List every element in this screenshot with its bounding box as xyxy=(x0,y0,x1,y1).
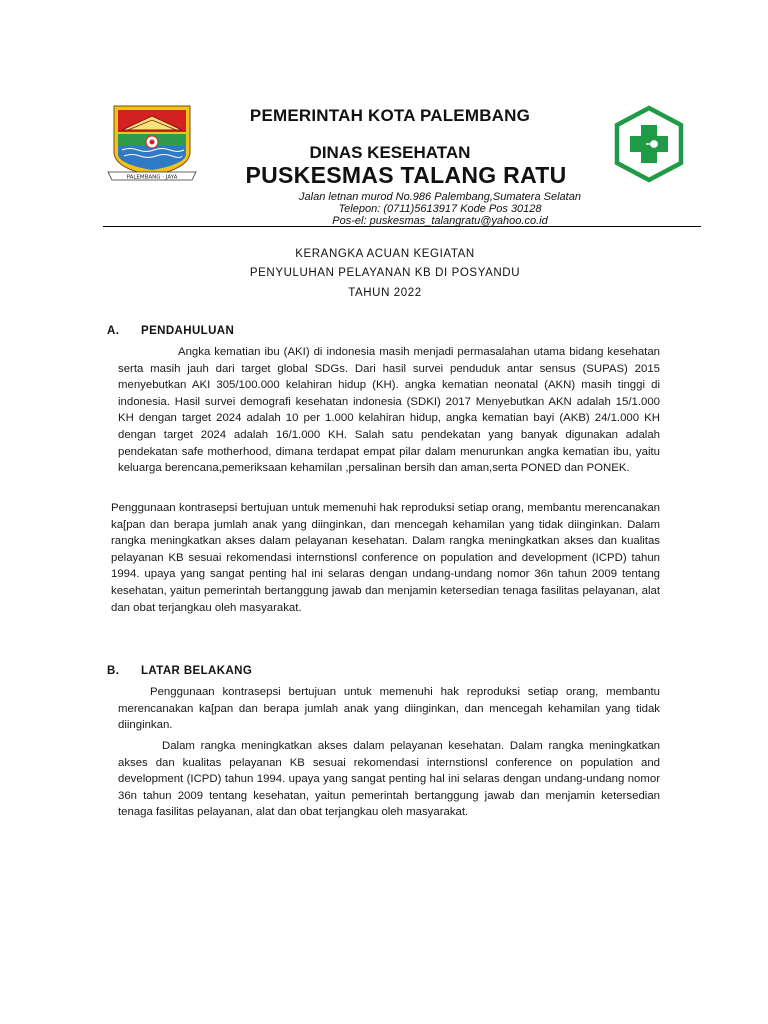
puskesmas-cross-logo xyxy=(610,105,688,183)
letterhead-institution: PUSKESMAS TALANG RATU xyxy=(245,162,567,188)
section-b-title: LATAR BELAKANG xyxy=(141,665,253,677)
section-a-title: PENDAHULUAN xyxy=(141,325,235,337)
letterhead-address xyxy=(200,191,680,227)
address-street: Jalan letnan murod No.986 Palembang,Sumatera Selatan xyxy=(299,191,581,203)
address-email: Pos-el: puskesmas_talangratu@yahoo.co.id xyxy=(332,215,548,227)
svg-text:PALEMBANG · JAYA: PALEMBANG · JAYA xyxy=(126,174,178,181)
letterhead-divider xyxy=(103,226,701,227)
letterhead-department: DINAS KESEHATAN xyxy=(309,143,471,162)
section-a-number: A. xyxy=(107,325,120,337)
document-title-line3: TAHUN 2022 xyxy=(348,287,422,299)
section-b-paragraph-2: Dalam rangka meningkatkan akses dalam pelayanan kesehatan. Dalam rangka meningkatkan akses dan kualitas pelayanan KB sesuai rekomendasi internstionsl conference on population and development (ICPD) tahun 1994. upaya yang sangat penting hal ini selaras dengan undang-undang nomor 36n tahun 2009 tentang kesehatan, yaitun pemerintah bertanggung jawab dan menjamin ketersedian tenaga fasilitas pelayanan, alat dan obat terjangkau oleh masyarakat. xyxy=(118,740,660,819)
address-phone: Telepon: (0711)5613917 Kode Pos 30128 xyxy=(338,203,542,215)
document-title-line1: KERANGKA ACUAN KEGIATAN xyxy=(295,248,475,260)
section-b-number: B. xyxy=(107,665,120,677)
section-b-paragraph-1: Penggunaan kontrasepsi bertujuan untuk memenuhi hak reproduksi setiap orang, membantu merencanakan ka[pan dan berapa jumlah anak yang diinginkan, dan mencegah kehamilan yang tidak diinginkan. xyxy=(118,686,660,732)
letterhead-government: PEMERINTAH KOTA PALEMBANG xyxy=(249,106,531,125)
section-b-heading xyxy=(107,665,252,677)
document-title-line2: PENYULUHAN PELAYANAN KB DI POSYANDU xyxy=(249,267,521,279)
section-a-paragraph-1: Angka kematian ibu (AKI) di indonesia masih menjadi permasalahan utama bidang kesehatan serta masih jauh dari target global SDGs. Dari hasil survei penduduk antar sensus (SUPAS) 2015 menyebutkan AKI 305/100.000 kelahiran hidup (KH). angka kematian neonatal (AKN) masih tinggi di indonesia. Hasil survei demografi kesehatan indonesia (SDKI) 2017 Menyebutkan AKN adalah 15/1.000 KH dengan target 2024 adalah 10 per 1.000 kelahiran hidup, angka kematian bayi (AKB) 24/1.000 KH dengan target 2024 adalah 16/1.000 KH. Salah satu pendekatan yang banyak digunakan adalah pendekatan safe motherhood, dimana terdapat empat pilar dalam menurunkan angka kematian ibu, yaitu keluarga berencana,pemeriksaan kehamilan ,persalinan bersih dan aman,serta PONED dan PONEK. xyxy=(118,346,660,475)
section-a-heading xyxy=(107,325,234,337)
palembang-emblem-logo xyxy=(104,102,200,184)
section-a-paragraph-2: Penggunaan kontrasepsi bertujuan untuk memenuhi hak reproduksi setiap orang, membantu merencanakan ka[pan dan berapa jumlah anak yang diinginkan, dan mencegah kehamilan yang tidak diinginkan. Dalam rangka meningkatkan akses dalam pelayanan kesehatan. Dalam rangka meningkatkan akses dan kualitas pelayanan KB sesuai rekomendasi internstionsl conference on population and development (ICPD) tahun 1994. upaya yang sangat penting hal ini selaras dengan undang-undang nomor 36n tahun 2009 tentang kesehatan, yaitun pemerintah bertanggung jawab dan menjamin ketersedian tenaga fasilitas pelayanan, alat dan obat terjangkau oleh masyarakat. xyxy=(111,502,660,614)
